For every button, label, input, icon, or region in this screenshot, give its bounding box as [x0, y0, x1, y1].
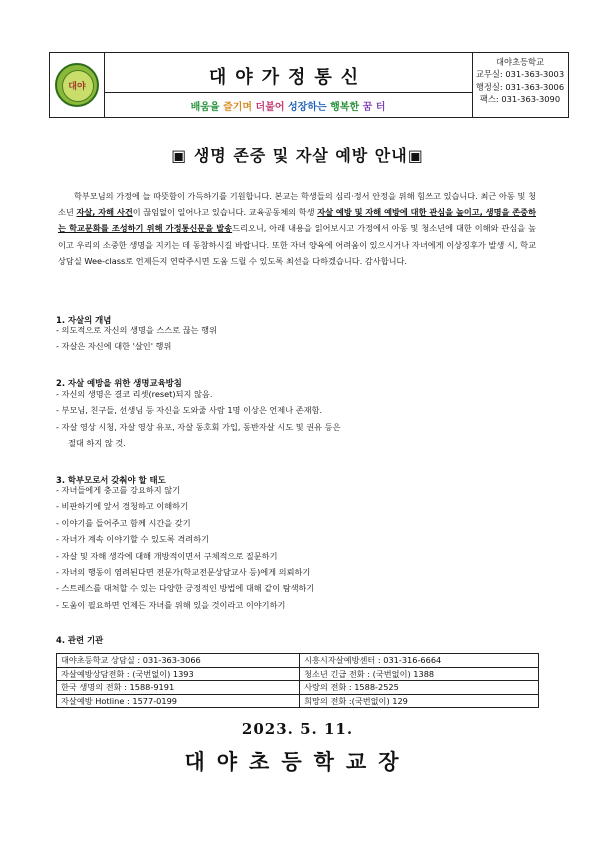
list-item: - 자신의 생명은 결코 리셋(reset)되지 않음. [56, 389, 213, 399]
contact-line: 팩스: 031-363-3090 [479, 93, 561, 104]
table-cell: 청소년 긴급 전화 : (국번없이) 1388 [300, 667, 539, 681]
table-cell: 시흥시자살예방센터 : 031-316-6664 [300, 654, 539, 668]
school-name: 대야초등학교 [495, 57, 545, 67]
intro-emphasis: 자살 예방 및 자해 예방에 대한 관심을 높이고, 생명을 존중하는 학교문화를 조성하기 위해 가정통신문을 발송 [58, 207, 536, 234]
list-item: - 도움이 필요하면 언제든 자녀를 위해 있을 것이라고 이야기하기 [56, 599, 286, 610]
intro-text: 학부모님의 가정에 늘 따뜻함이 가득하기를 기원합니다. 본교는 학생들의 심리·정서 안정을 위해 힘쓰고 있습니다. 최근 아동 및 청소년 [58, 191, 536, 218]
intro-text: 드리오니, 아래 내용을 읽어보시고 가정에서 아동 및 청소년에 대한 이해와 관심을 높이고 우리의 소중한 생명을 지키는 데 동참하시길 바랍니다. 또한 자녀 양육에 어려움이 있으시거나 자녀에게 이상징후가 발생 시, 학교 상담실 Wee-class로 언제든지 연락주시면 도움 드릴 수 있도록 최선을 다하겠습니다. 감사합니다. [58, 223, 536, 266]
section-items [56, 482, 536, 613]
list-item: - 자살은 자신에 대한 '살인' 행위 [56, 341, 172, 352]
list-item: - 자녀들에게 충고를 강요하지 않기 [56, 485, 181, 495]
table-row [57, 681, 539, 695]
table-cell: 자살예방상담전화 : (국번없이) 1393 [57, 667, 300, 681]
issue-date: 2023. 5. 11. [241, 720, 354, 738]
list-item: - 자녀가 계속 이야기할 수 있도록 격려하기 [56, 534, 210, 545]
intro-paragraph [58, 188, 536, 269]
motto-word: 성장하는 [288, 102, 331, 113]
intro-text: 이 끊임없이 일어나고 있습니다. 교육공동체의 학생 [132, 207, 318, 218]
contact-line: 교무실: 031-363-3003 [475, 69, 565, 80]
table-cell: 자살예방 Hotline : 1577-0199 [57, 694, 300, 708]
contact-info [472, 53, 568, 117]
table-cell: 희망의 전화 :(국번없이) 129 [300, 694, 539, 708]
newsletter-title: 대야가정통신 [208, 67, 368, 88]
related-organizations-table [56, 653, 539, 708]
section-items [56, 322, 536, 355]
table-cell: 사랑의 전화 : 1588-2525 [300, 681, 539, 695]
motto-word: 배움을 [190, 102, 224, 113]
school-motto [104, 98, 472, 113]
intro-emphasis: 자살, 자해 사건 [76, 207, 133, 218]
principal-signature: 대야초등학교장 [184, 749, 411, 774]
contact-line: 행정실: 031-363-3006 [475, 81, 565, 92]
list-item: - 자녀의 행동이 염려된다면 전문가(학교전문상담교사 등)에게 의뢰하기 [56, 567, 311, 578]
list-item: - 비판하기에 앞서 경청하고 이해하기 [56, 501, 189, 512]
motto-word: 꿈 터 [362, 102, 386, 113]
table-row [57, 654, 539, 668]
logo-text: 대야 [68, 82, 86, 92]
table-row [57, 667, 539, 681]
title-cell [104, 53, 473, 117]
section-heading: 4. 관련 기관 [56, 635, 104, 645]
list-item: 절대 하지 않 것. [68, 438, 126, 449]
section-heading: 1. 자살의 개념 [56, 315, 112, 325]
table-cell: 한국 생명의 전화 : 1588-9191 [57, 681, 300, 695]
section-heading: 2. 자살 예방을 위한 생명교육방침 [56, 378, 182, 388]
list-item: - 자살 및 자해 생각에 대해 개방적이면서 구체적으로 질문하기 [56, 550, 278, 561]
section-heading: 3. 학부모로서 갖춰야 할 태도 [56, 475, 166, 485]
document-title: ▣ 생명 존중 및 자살 예방 안내▣ [171, 146, 424, 165]
list-item: - 스트레스를 대처할 수 있는 다양한 긍정적인 방법에 대해 같이 탐색하기 [56, 583, 315, 594]
list-item: - 부모님, 친구들, 선생님 등 자신을 도와줄 사람 1명 이상은 언제나 존재함. [56, 405, 323, 416]
motto-word: 더불어 [255, 102, 288, 113]
section-items [56, 386, 536, 452]
list-item: - 자살 영상 시청, 자살 영상 유포, 자살 동호회 가입, 동반자살 시도 및 권유 등은 [56, 421, 341, 432]
table-cell: 대야초등학교 상담실 : 031-363-3066 [57, 654, 300, 668]
motto-word: 행복한 [330, 102, 363, 113]
logo-cell [50, 53, 105, 117]
table-row [57, 694, 539, 708]
motto-word: 즐기며 [223, 102, 256, 113]
newsletter-header [49, 52, 569, 118]
school-logo [55, 63, 99, 107]
list-item: - 이야기를 들어주고 함께 시간을 갖기 [56, 517, 191, 528]
list-item: - 의도적으로 자신의 생명을 스스로 끊는 행위 [56, 325, 217, 335]
